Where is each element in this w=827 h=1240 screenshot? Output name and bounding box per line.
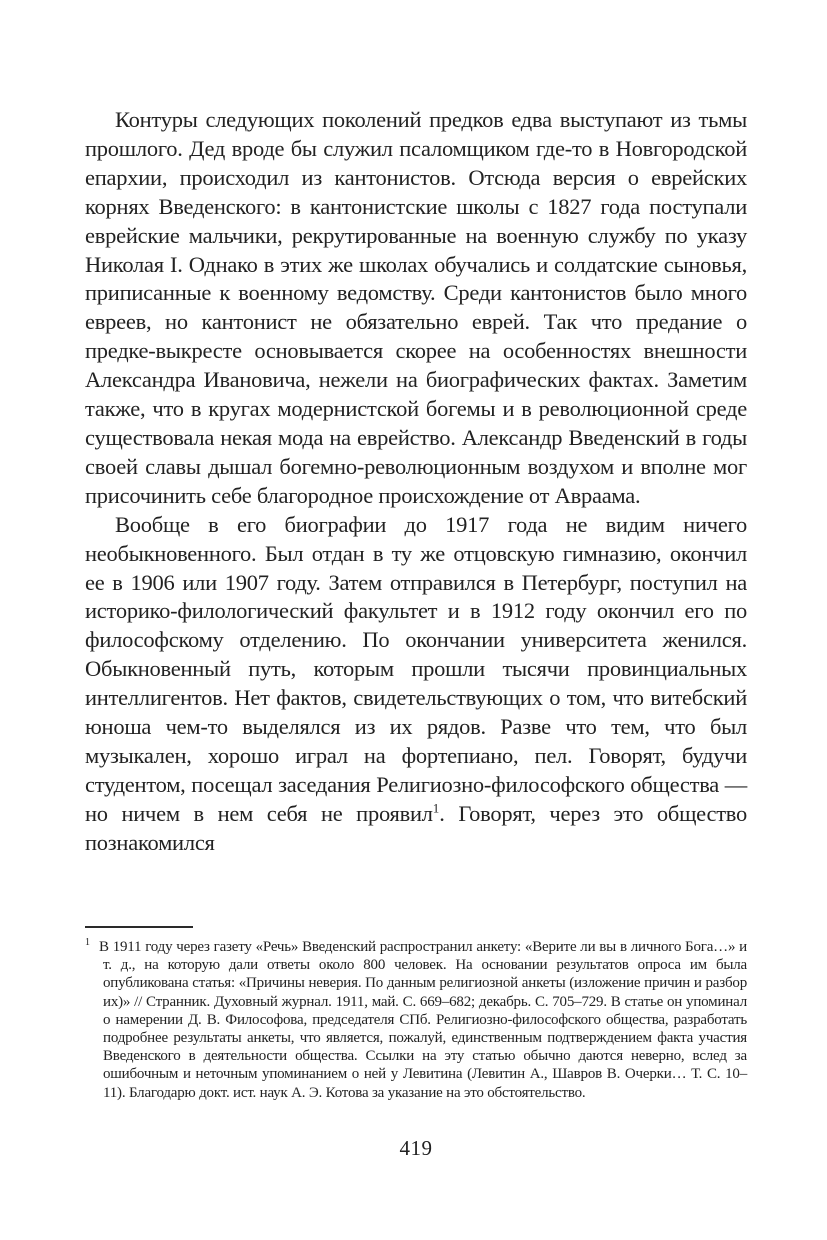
page-number: 419 bbox=[399, 1136, 433, 1160]
footnote-marker: 1 bbox=[85, 937, 90, 948]
paragraph-text-segment: Вообще в его биографии до 1917 года не видим ничего необыкновенного. Был отдан в ту же отцовскую гимназию, окончил ее в 1906 или 1907 году. Затем отправился в Петербург, поступил на историко-филологический факультет и в 1912 году окончил его по философскому отделению. По окончании университета женился. Обыкновенный путь, которым прошли тысячи провинциальных интеллигентов. Нет фактов, свидетельствующих о том, что витебский юноша чем-то выделялся из их рядов. Разве что тем, что был музыкален, хорошо играл на фортепиано, пел. Говорят, будучи студентом, посещал заседания Религиозно-философского общества — но ничем в нем себя не проявил bbox=[85, 511, 747, 826]
footnote-block bbox=[85, 938, 747, 1102]
paragraph-ancestors: Контуры следующих поколений предков едва выступают из тьмы прошлого. Дед вроде бы служил псаломщиком где-то в Новгородской епархии, происходил из кантонистов. Отсюда версия о еврейских корнях Введенского: в кантонистские школы с 1827 года поступали еврейские мальчики, рекрутированные на военную службу по указу Николая I. Однако в этих же школах обучались и солдатские сыновья, приписанные к военному ведомству. Среди кантонистов было много евреев, но кантонист не обязательно еврей. Так что предание о предке-выкресте основывается скорее на особенностях внешности Александра Ивановича, нежели на биографических фактах. Заметим также, что в кругах модернистской богемы и в революционной среде существовала некая мода на еврейство. Александр Введенский в годы своей славы дышал богемно-революционным воздухом и вполне мог присочинить себе благородное происхождение от Авраама. bbox=[85, 107, 747, 508]
footnote-separator-rule bbox=[85, 926, 193, 928]
main-text-block bbox=[85, 106, 747, 858]
footnote-entry bbox=[85, 937, 747, 1102]
paragraph-text-segment: . Говорят, через это общество познакомился bbox=[85, 800, 748, 855]
footnote-reference-mark: 1 bbox=[432, 800, 440, 816]
footnote-text: В 1911 году через газету «Речь» Введенский распространил анкету: «Верите ли вы в личного Бога…» и т. д., на которую дали ответы около 800 человек. На основании результатов опроса им была опубликована статья: «Причины неверия. По данным религиозной анкеты (изложение причин и разбор их)» // Странник. Духовный журнал. 1911, май. С. 669–682; декабрь. С. 705–729. В статье он упоминал о намерении Д. В. Философова, председателя СПб. Религиозно-философского общества, разработать подробнее результаты анкеты, что является, пожалуй, единственным подтверждением факта участия Введенского в деятельности общества. Ссылки на эту статью обычно даются неверно, вслед за ошибочным и неточным упоминанием о ней у Левитина (Левитин А., Шавров В. Очерки… Т. С. 10–11). Благодарю докт. ист. наук А. Э. Котова за указание на это обстоятельство. bbox=[99, 939, 747, 1101]
paragraph-biography bbox=[85, 511, 747, 858]
